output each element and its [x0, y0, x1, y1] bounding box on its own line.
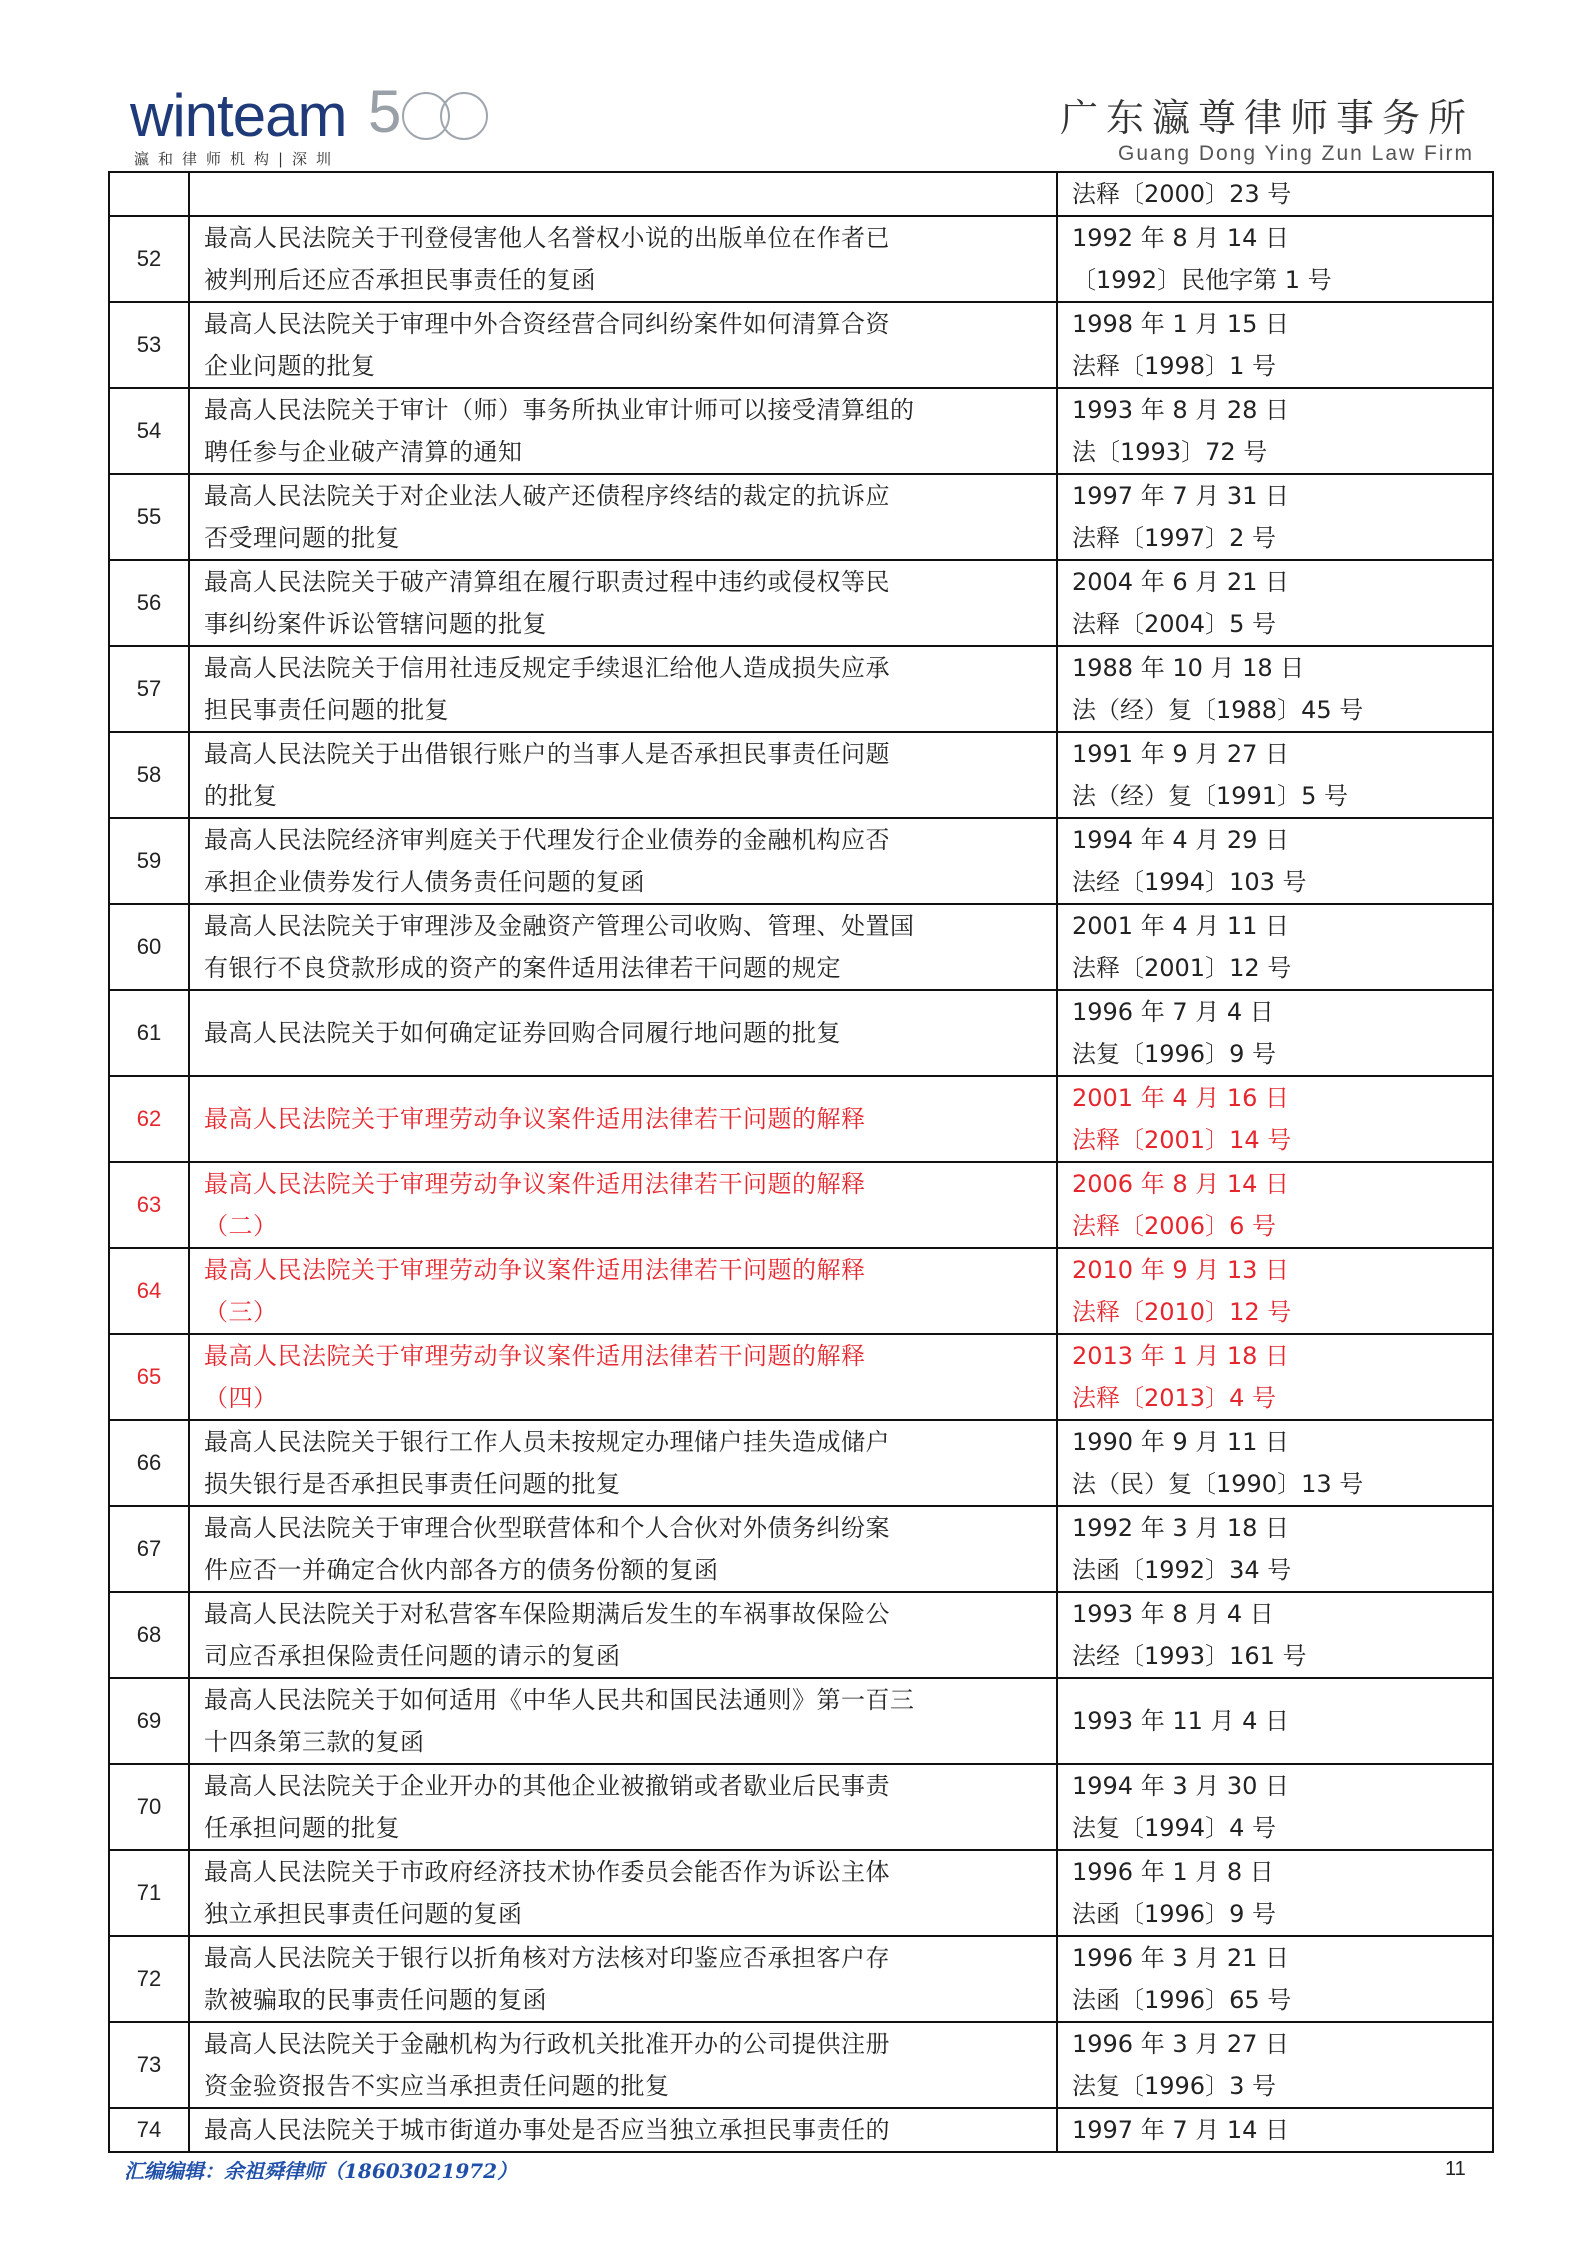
row-number: 59	[109, 818, 189, 904]
issue-date: 1988 年 10 月 18 日	[1072, 654, 1305, 682]
regulations-table	[108, 171, 1494, 2153]
row-number: 53	[109, 302, 189, 388]
regulation-title-line: 担民事责任问题的批复	[204, 696, 449, 724]
document-number: 法释〔2006〕6 号	[1072, 1212, 1276, 1240]
table-row	[109, 1506, 1493, 1592]
document-number: 法释〔1997〕2 号	[1072, 524, 1276, 552]
row-number: 62	[109, 1076, 189, 1162]
issue-date-and-document-number	[1057, 818, 1493, 904]
issue-date-and-document-number	[1057, 1850, 1493, 1936]
regulation-title-line: 最高人民法院关于审理劳动争议案件适用法律若干问题的解释	[204, 1256, 866, 1284]
regulation-title	[189, 818, 1057, 904]
issue-date: 1994 年 3 月 30 日	[1072, 1772, 1290, 1800]
document-number: 法〔1993〕72 号	[1072, 438, 1268, 466]
regulation-title-line: 司应否承担保险责任问题的请示的复函	[204, 1642, 621, 1670]
table-row	[109, 172, 1493, 216]
document-number: 法释〔1998〕1 号	[1072, 352, 1276, 380]
issue-date-and-document-number	[1057, 1162, 1493, 1248]
regulations-table-body	[109, 172, 1493, 2152]
issue-date: 1996 年 3 月 21 日	[1072, 1944, 1290, 1972]
regulation-title	[189, 1850, 1057, 1936]
issue-date: 1993 年 8 月 4 日	[1072, 1600, 1274, 1628]
issue-date: 2010 年 9 月 13 日	[1072, 1256, 1290, 1284]
regulation-title-line: 最高人民法院关于审理中外合资经营合同纠纷案件如何清算合资	[204, 310, 890, 338]
row-number: 69	[109, 1678, 189, 1764]
document-number: 法（经）复〔1991〕5 号	[1072, 782, 1348, 810]
regulation-title-line: 最高人民法院关于城市街道办事处是否应当独立承担民事责任的	[204, 2116, 890, 2144]
regulation-title	[189, 1420, 1057, 1506]
document-number: 法释〔2004〕5 号	[1072, 610, 1276, 638]
regulation-title-line: 最高人民法院关于出借银行账户的当事人是否承担民事责任问题	[204, 740, 890, 768]
issue-date-and-document-number	[1057, 1506, 1493, 1592]
regulation-title-line: 最高人民法院关于信用社违反规定手续退汇给他人造成损失应承	[204, 654, 890, 682]
row-number: 56	[109, 560, 189, 646]
row-number: 63	[109, 1162, 189, 1248]
regulation-title	[189, 474, 1057, 560]
document-number: 法（经）复〔1988〕45 号	[1072, 696, 1364, 724]
issue-date: 2004 年 6 月 21 日	[1072, 568, 1290, 596]
issue-date-and-document-number	[1057, 388, 1493, 474]
document-number: 法经〔1994〕103 号	[1072, 868, 1307, 896]
regulation-title-line: 最高人民法院关于破产清算组在履行职责过程中违约或侵权等民	[204, 568, 890, 596]
document-number: 法（民）复〔1990〕13 号	[1072, 1470, 1364, 1498]
logo-wordmark: winteam	[130, 82, 347, 149]
winteam-logo	[130, 78, 402, 168]
table-row	[109, 1936, 1493, 2022]
issue-date: 1994 年 4 月 29 日	[1072, 826, 1290, 854]
issue-date-and-document-number	[1057, 1076, 1493, 1162]
regulation-title-line: （二）	[204, 1212, 278, 1240]
regulation-title	[189, 216, 1057, 302]
document-number: 法释〔2010〕12 号	[1072, 1298, 1292, 1326]
row-number: 67	[109, 1506, 189, 1592]
table-row	[109, 1420, 1493, 1506]
issue-date: 1996 年 3 月 27 日	[1072, 2030, 1290, 2058]
table-row	[109, 216, 1493, 302]
document-number: 法函〔1996〕65 号	[1072, 1986, 1292, 2014]
regulation-title	[189, 990, 1057, 1076]
regulation-title	[189, 1936, 1057, 2022]
regulation-title-line: 最高人民法院关于审计（师）事务所执业审计师可以接受清算组的	[204, 396, 915, 424]
logo-ring-icon	[440, 92, 488, 140]
row-number: 55	[109, 474, 189, 560]
table-row	[109, 1162, 1493, 1248]
regulation-title-line: 聘任参与企业破产清算的通知	[204, 438, 523, 466]
regulation-title-line: 最高人民法院关于企业开办的其他企业被撤销或者歇业后民事责	[204, 1772, 890, 1800]
table-row	[109, 646, 1493, 732]
table-row	[109, 302, 1493, 388]
document-number: 法复〔1996〕9 号	[1072, 1040, 1276, 1068]
table-row	[109, 904, 1493, 990]
regulation-title	[189, 646, 1057, 732]
document-number: 法释〔2001〕14 号	[1072, 1126, 1292, 1154]
row-number: 57	[109, 646, 189, 732]
regulation-title-line: 最高人民法院关于对私营客车保险期满后发生的车祸事故保险公	[204, 1600, 890, 1628]
row-number: 61	[109, 990, 189, 1076]
row-number	[109, 172, 189, 216]
table-row	[109, 818, 1493, 904]
row-number: 71	[109, 1850, 189, 1936]
regulation-title	[189, 2022, 1057, 2108]
issue-date-and-document-number	[1057, 1936, 1493, 2022]
regulation-title	[189, 172, 1057, 216]
document-number: 法释〔2001〕12 号	[1072, 954, 1292, 982]
row-number: 68	[109, 1592, 189, 1678]
issue-date: 1993 年 11 月 4 日	[1072, 1707, 1290, 1735]
document-number: 法函〔1992〕34 号	[1072, 1556, 1292, 1584]
logo-500-mark	[368, 78, 598, 148]
issue-date: 法释〔2000〕23 号	[1072, 180, 1292, 208]
table-row	[109, 1678, 1493, 1764]
issue-date: 1996 年 1 月 8 日	[1072, 1858, 1274, 1886]
issue-date-and-document-number	[1057, 560, 1493, 646]
row-number: 65	[109, 1334, 189, 1420]
regulation-title-line: 最高人民法院关于审理劳动争议案件适用法律若干问题的解释	[204, 1342, 866, 1370]
regulation-title-line: 否受理问题的批复	[204, 524, 400, 552]
issue-date: 1991 年 9 月 27 日	[1072, 740, 1290, 768]
document-number: 法函〔1996〕9 号	[1072, 1900, 1276, 1928]
issue-date-and-document-number	[1057, 1592, 1493, 1678]
regulation-title-line: 最高人民法院关于银行以折角核对方法核对印鉴应否承担客户存	[204, 1944, 890, 1972]
row-number: 70	[109, 1764, 189, 1850]
issue-date-and-document-number	[1057, 1764, 1493, 1850]
issue-date: 2001 年 4 月 16 日	[1072, 1084, 1290, 1112]
issue-date-and-document-number	[1057, 302, 1493, 388]
regulation-title	[189, 302, 1057, 388]
issue-date-and-document-number	[1057, 1678, 1493, 1764]
issue-date: 2013 年 1 月 18 日	[1072, 1342, 1290, 1370]
regulation-title	[189, 904, 1057, 990]
issue-date-and-document-number	[1057, 474, 1493, 560]
table-row	[109, 1592, 1493, 1678]
row-number: 64	[109, 1248, 189, 1334]
logo-subtitle: 瀛和律师机构|深圳	[134, 150, 341, 168]
page-number: 11	[1445, 2158, 1466, 2180]
regulation-title-line: 有银行不良贷款形成的资产的案件适用法律若干问题的规定	[204, 954, 841, 982]
table-row	[109, 1248, 1493, 1334]
row-number: 60	[109, 904, 189, 990]
regulation-title-line: 最高人民法院关于刊登侵害他人名誉权小说的出版单位在作者已	[204, 224, 890, 252]
regulation-title-line: （三）	[204, 1298, 278, 1326]
document-number: 法释〔2013〕4 号	[1072, 1384, 1276, 1412]
regulation-title-line: 资金验资报告不实应当承担责任问题的批复	[204, 2072, 670, 2100]
regulation-title	[189, 1678, 1057, 1764]
table-row	[109, 990, 1493, 1076]
regulation-title	[189, 1076, 1057, 1162]
row-number: 58	[109, 732, 189, 818]
regulation-title	[189, 388, 1057, 474]
issue-date: 1992 年 8 月 14 日	[1072, 224, 1290, 252]
row-number: 74	[109, 2108, 189, 2152]
issue-date-and-document-number	[1057, 1334, 1493, 1420]
regulation-title-line: 事纠纷案件诉讼管辖问题的批复	[204, 610, 547, 638]
regulation-title-line: 件应否一并确定合伙内部各方的债务份额的复函	[204, 1556, 719, 1584]
regulation-title-line: 款被骗取的民事责任问题的复函	[204, 1986, 547, 2014]
firm-name-en: Guang Dong Ying Zun Law Firm	[1118, 142, 1474, 165]
issue-date: 2001 年 4 月 11 日	[1072, 912, 1290, 940]
table-row	[109, 1850, 1493, 1936]
issue-date-and-document-number	[1057, 216, 1493, 302]
table-row	[109, 474, 1493, 560]
regulation-title-line: 最高人民法院关于审理涉及金融资产管理公司收购、管理、处置国	[204, 912, 915, 940]
regulation-title	[189, 1248, 1057, 1334]
table-row	[109, 1334, 1493, 1420]
regulation-title	[189, 2108, 1057, 2152]
regulation-title-line: （四）	[204, 1384, 278, 1412]
issue-date: 1997 年 7 月 14 日	[1072, 2116, 1290, 2144]
issue-date: 1997 年 7 月 31 日	[1072, 482, 1290, 510]
regulation-title	[189, 1162, 1057, 1248]
issue-date: 1992 年 3 月 18 日	[1072, 1514, 1290, 1542]
regulation-title-line: 最高人民法院关于如何确定证券回购合同履行地问题的批复	[204, 1019, 841, 1047]
issue-date: 1993 年 8 月 28 日	[1072, 396, 1290, 424]
regulation-title-line: 十四条第三款的复函	[204, 1728, 425, 1756]
table-row	[109, 1764, 1493, 1850]
regulation-title	[189, 1506, 1057, 1592]
issue-date-and-document-number	[1057, 1420, 1493, 1506]
issue-date-and-document-number	[1057, 1248, 1493, 1334]
regulation-title-line: 独立承担民事责任问题的复函	[204, 1900, 523, 1928]
document-number: 法复〔1996〕3 号	[1072, 2072, 1276, 2100]
regulation-title-line: 任承担问题的批复	[204, 1814, 400, 1842]
issue-date-and-document-number	[1057, 172, 1493, 216]
regulation-title-line: 最高人民法院关于审理合伙型联营体和个人合伙对外债务纠纷案	[204, 1514, 890, 1542]
regulation-title	[189, 732, 1057, 818]
row-number: 73	[109, 2022, 189, 2108]
table-row	[109, 560, 1493, 646]
table-row	[109, 1076, 1493, 1162]
regulation-title	[189, 1334, 1057, 1420]
logo-number: 5	[368, 78, 402, 145]
issue-date-and-document-number	[1057, 646, 1493, 732]
issue-date-and-document-number	[1057, 990, 1493, 1076]
issue-date: 2006 年 8 月 14 日	[1072, 1170, 1290, 1198]
regulation-title-line: 最高人民法院关于银行工作人员未按规定办理储户挂失造成储户	[204, 1428, 890, 1456]
regulation-title-line: 企业问题的批复	[204, 352, 376, 380]
regulation-title-line: 最高人民法院关于市政府经济技术协作委员会能否作为诉讼主体	[204, 1858, 890, 1886]
regulation-title-line: 最高人民法院关于审理劳动争议案件适用法律若干问题的解释	[204, 1105, 866, 1133]
table-row	[109, 388, 1493, 474]
issue-date-and-document-number	[1057, 2022, 1493, 2108]
regulation-title-line: 最高人民法院关于对企业法人破产还债程序终结的裁定的抗诉应	[204, 482, 890, 510]
regulation-title-line: 最高人民法院经济审判庭关于代理发行企业债券的金融机构应否	[204, 826, 890, 854]
row-number: 72	[109, 1936, 189, 2022]
compiler-credit: 汇编编辑：余祖舜律师（18603021972）	[124, 2159, 518, 2183]
issue-date: 1998 年 1 月 15 日	[1072, 310, 1290, 338]
issue-date: 1996 年 7 月 4 日	[1072, 998, 1274, 1026]
table-row	[109, 732, 1493, 818]
document-number: 〔1992〕民他字第 1 号	[1072, 266, 1332, 294]
row-number: 52	[109, 216, 189, 302]
row-number: 54	[109, 388, 189, 474]
regulation-title-line: 最高人民法院关于金融机构为行政机关批准开办的公司提供注册	[204, 2030, 890, 2058]
regulation-title-line: 承担企业债券发行人债务责任问题的复函	[204, 868, 645, 896]
table-row	[109, 2022, 1493, 2108]
row-number: 66	[109, 1420, 189, 1506]
regulation-title-line: 的批复	[204, 782, 278, 810]
issue-date-and-document-number	[1057, 2108, 1493, 2152]
document-number: 法复〔1994〕4 号	[1072, 1814, 1276, 1842]
document-number: 法经〔1993〕161 号	[1072, 1642, 1307, 1670]
regulation-title-line: 最高人民法院关于审理劳动争议案件适用法律若干问题的解释	[204, 1170, 866, 1198]
regulation-title	[189, 1764, 1057, 1850]
firm-logo	[1060, 96, 1474, 166]
regulation-title-line: 最高人民法院关于如何适用《中华人民共和国民法通则》第一百三	[204, 1686, 915, 1714]
regulation-title	[189, 1592, 1057, 1678]
issue-date: 1990 年 9 月 11 日	[1072, 1428, 1290, 1456]
firm-name-cn: 广东瀛尊律师事务所	[1059, 96, 1474, 140]
issue-date-and-document-number	[1057, 904, 1493, 990]
regulation-title	[189, 560, 1057, 646]
table-row	[109, 2108, 1493, 2152]
issue-date-and-document-number	[1057, 732, 1493, 818]
regulation-title-line: 损失银行是否承担民事责任问题的批复	[204, 1470, 621, 1498]
regulation-title-line: 被判刑后还应否承担民事责任的复函	[204, 266, 596, 294]
